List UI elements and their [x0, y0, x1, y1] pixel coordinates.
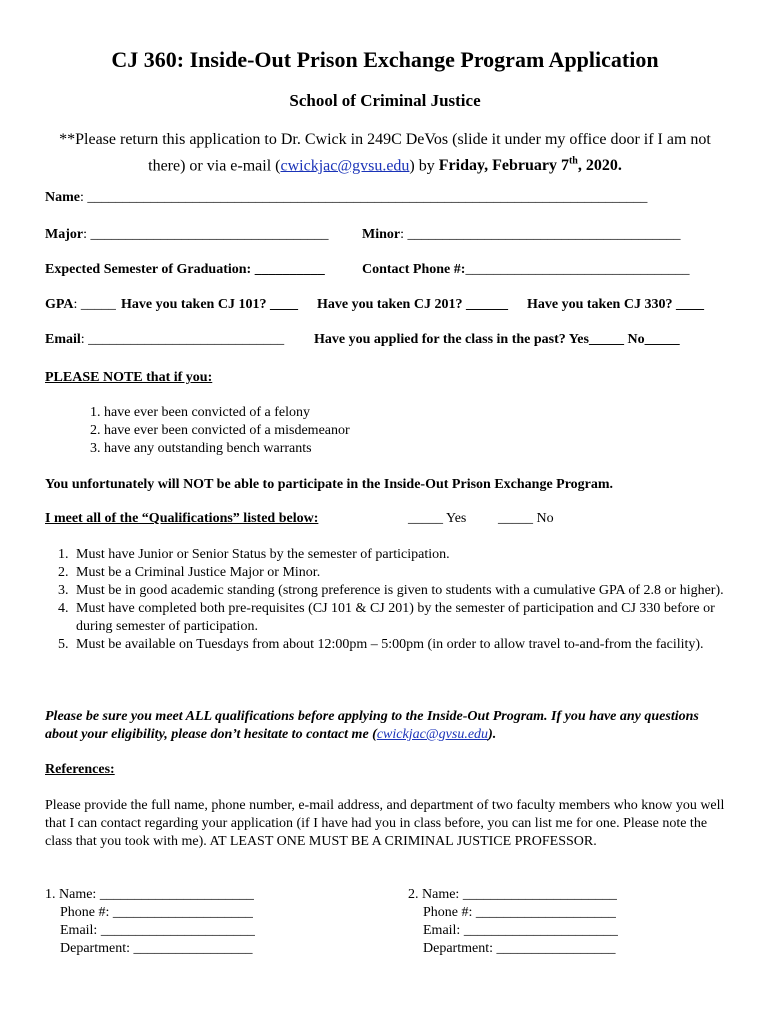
gpa-field[interactable] [45, 297, 116, 313]
list-item [58, 564, 728, 582]
item-number: 4. [58, 601, 69, 616]
deadline-end: , 2020. [577, 157, 622, 175]
major-line[interactable]: : __________________________________ [83, 227, 329, 242]
cj330-question[interactable]: Have you taken CJ 330? ____ [527, 297, 704, 312]
ref2-department-field[interactable]: Department: _________________ [423, 941, 616, 956]
name-label: Name [45, 190, 80, 205]
page-subtitle: School of Criminal Justice [289, 91, 481, 110]
gpa-line[interactable]: : _____ [73, 297, 116, 312]
phone-field[interactable] [362, 262, 689, 278]
email-field[interactable] [45, 332, 284, 348]
disqualification-statement: You unfortunately will NOT be able to participate in the Inside-Out Prison Exchange Program. [45, 477, 614, 492]
qualifications-yes[interactable]: _____ Yes [408, 511, 467, 526]
ref2-name-field[interactable]: 2. Name: ______________________ [408, 887, 617, 902]
graduation-field[interactable]: Expected Semester of Graduation: __________ [45, 262, 325, 277]
applied-before-question[interactable]: Have you applied for the class in the past? Yes_____ No_____ [314, 332, 680, 347]
name-field[interactable] [45, 190, 647, 206]
eligibility-email-link[interactable]: cwickjac@gvsu.edu [376, 727, 489, 742]
item-text: Must have Junior or Senior Status by the semester of participation. [76, 547, 450, 562]
list-item [58, 546, 728, 564]
ref2-phone-field[interactable]: Phone #: ____________________ [423, 905, 616, 920]
ref1-phone-field[interactable]: Phone #: ____________________ [60, 905, 253, 920]
major-label: Major [45, 227, 84, 242]
reference-2 [408, 886, 618, 958]
item-text: Must be in good academic standing (strong preference is given to students with a cumulative GPA of 2.8 or higher). [76, 583, 724, 598]
ref1-name-field[interactable]: 1. Name: ______________________ [45, 887, 254, 902]
item-number: 5. [58, 637, 69, 652]
ref2-email-field[interactable]: Email: ______________________ [423, 923, 618, 938]
reference-1 [45, 886, 255, 958]
name-line[interactable]: : ________________________________________________________________________________ [80, 190, 648, 205]
deadline-date [439, 157, 622, 174]
item-text: Must be available on Tuesdays from about 12:00pm – 5:00pm (in order to allow travel to-and-from the facility). [76, 637, 704, 652]
eligibility-note [45, 708, 715, 744]
disqualifier-list [90, 404, 350, 458]
item-number: 3. [58, 583, 69, 598]
notice-text: **Please return this application to Dr. Cwick in 249C DeVos (slide it under my office door if I am not there) or via e-mail ( [59, 131, 711, 175]
list-item: 1. have ever been convicted of a felony [90, 405, 311, 420]
item-number: 1. [58, 547, 69, 562]
gpa-label: GPA [45, 297, 74, 312]
cj101-question[interactable]: Have you taken CJ 101? ____ [121, 297, 298, 312]
notice-text-2: ) by [409, 157, 439, 175]
minor-line[interactable]: : _______________________________________ [400, 227, 681, 242]
deadline-main: Friday, February 7 [438, 157, 569, 175]
minor-label: Minor [362, 227, 401, 242]
contact-email-link[interactable]: cwickjac@gvsu.edu [280, 157, 410, 175]
list-item [58, 636, 728, 654]
references-instructions: Please provide the full name, phone number, e-mail address, and department of two faculty members who know you well that I can contact regarding your application (if I have had you in class before, you can list me for one. Please note the class that you took with me). AT LEAST ONE MUST BE A CRIMINAL JUSTICE PROFESSOR. [45, 798, 725, 849]
cj201-question[interactable]: Have you taken CJ 201? ______ [317, 297, 508, 312]
qualifications-no[interactable]: _____ No [498, 511, 554, 526]
references-heading: References: [45, 762, 115, 777]
minor-field[interactable] [362, 227, 681, 243]
deadline-sup: th [568, 156, 578, 167]
email-label: Email [45, 332, 81, 347]
list-item [58, 600, 728, 636]
return-notice [40, 129, 730, 177]
page-title: CJ 360: Inside-Out Prison Exchange Program Application [111, 47, 659, 72]
item-text: Must have completed both pre-requisites (CJ 101 & CJ 201) by the semester of participation and CJ 330 before or during semester of participation. [76, 601, 715, 634]
phone-line[interactable]: ________________________________ [465, 262, 690, 277]
item-number: 2. [58, 565, 69, 580]
list-item [58, 582, 728, 600]
major-field[interactable] [45, 227, 328, 243]
qualifications-heading: I meet all of the “Qualifications” listed below: [45, 511, 319, 526]
email-line[interactable]: : ____________________________ [80, 332, 285, 347]
phone-label: Contact Phone #: [362, 262, 466, 277]
ref1-department-field[interactable]: Department: _________________ [60, 941, 253, 956]
list-item: 2. have ever been convicted of a misdemeanor [90, 423, 350, 438]
item-text: Must be a Criminal Justice Major or Minor. [76, 565, 321, 580]
list-item: 3. have any outstanding bench warrants [90, 441, 312, 456]
eligibility-note-end: ). [488, 727, 497, 742]
eligibility-note-text: Please be sure you meet ALL qualifications before applying to the Inside-Out Program. If you have any questions about your eligibility, please don’t hesitate to contact me ( [45, 709, 699, 742]
please-note-heading: PLEASE NOTE that if you: [45, 370, 213, 385]
qualifications-list [58, 546, 728, 654]
ref1-email-field[interactable]: Email: ______________________ [60, 923, 255, 938]
